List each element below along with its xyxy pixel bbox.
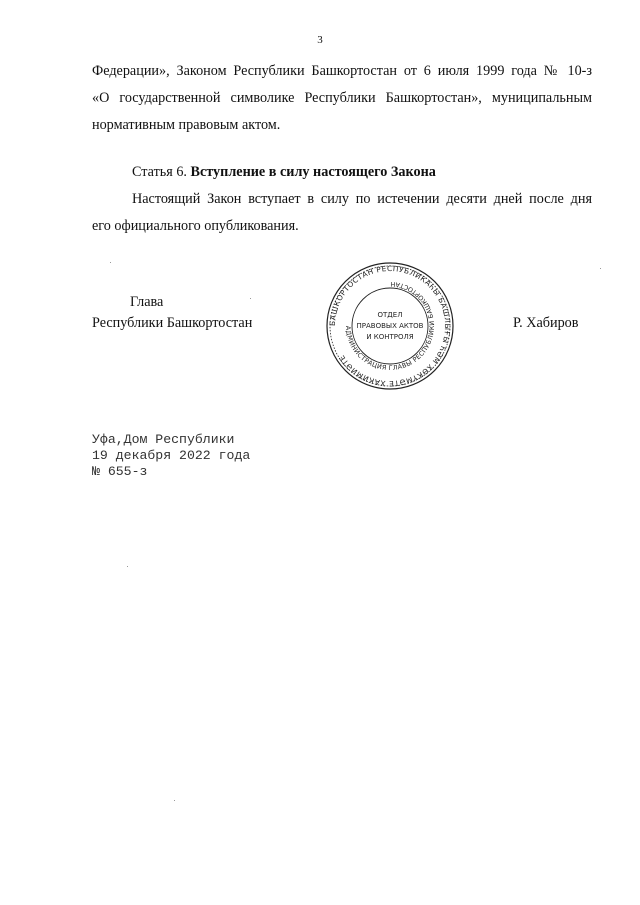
place: Уфа,Дом Республики xyxy=(92,432,235,447)
place-date-block xyxy=(92,432,250,480)
article-title: Вступление в силу настоящего Закона xyxy=(190,164,436,180)
paragraph-line: нормативным правовым актом. xyxy=(92,117,281,133)
paragraph-line: «О государственной символике Республики Башкортостан», муниципальным xyxy=(92,90,592,106)
paragraph-continuation xyxy=(92,58,592,139)
article-number: Статья 6. xyxy=(132,164,187,180)
signature-role: Глава xyxy=(130,294,164,310)
scan-speck xyxy=(110,262,111,263)
seal-inner-text: АДМИНИСТРАЦИЯ ГЛАВЫ РЕСПУБЛИКИ БАШКОРТОСТАН xyxy=(343,279,437,373)
paragraph-line: Настоящий Закон вступает в силу по истечении десяти дней после дня xyxy=(132,191,592,207)
date: 19 декабря 2022 года xyxy=(92,448,251,463)
paragraph-line: Федерации», Законом Республики Башкортостан от 6 июля 1999 года № 10-з xyxy=(92,63,592,79)
seal-center-line: ПРАВОВЫХ АКТОВ xyxy=(356,322,424,330)
scan-speck xyxy=(600,268,601,269)
scan-speck xyxy=(174,800,175,801)
paragraph-line: его официального опубликования. xyxy=(92,218,299,234)
page-number: 3 xyxy=(317,34,323,46)
official-seal xyxy=(325,261,455,391)
scan-speck xyxy=(250,298,251,299)
signature-organization: Республики Башкортостан xyxy=(92,315,253,331)
signatory-name: Р. Хабиров xyxy=(513,315,579,331)
seal-outer-text: БАШКОРТОСТАН РЕСПУБЛИКАҺЫ БАШЛЫҒЫ ҺӘМ ХӨКҮМӘТЕ ХАКИМИӘТЕ xyxy=(327,263,453,389)
scan-speck xyxy=(127,566,128,567)
seal-center-line: И КОНТРОЛЯ xyxy=(366,333,414,341)
signature-title xyxy=(92,292,252,334)
article-body xyxy=(92,186,592,240)
law-number: № 655-з xyxy=(92,464,148,479)
article-heading xyxy=(132,159,436,186)
seal-center-line: ОТДЕЛ xyxy=(377,311,403,319)
